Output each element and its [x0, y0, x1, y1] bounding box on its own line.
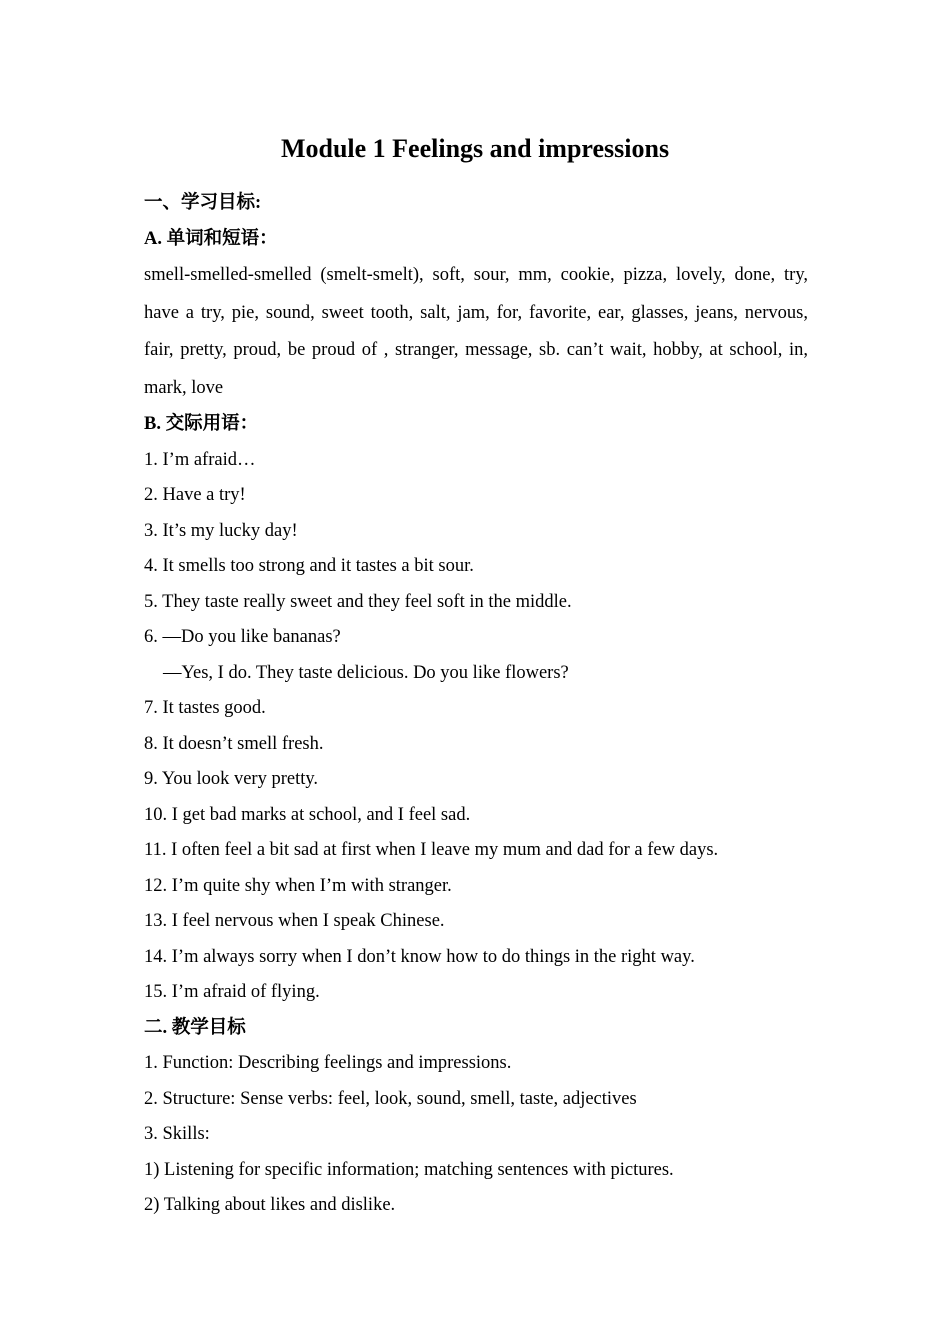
phrase-item: 13. I feel nervous when I speak Chinese.: [144, 911, 445, 931]
phrase-item: 12. I’m quite shy when I’m with stranger.: [144, 875, 452, 896]
vocab-heading: A. 单词和短语：: [144, 228, 278, 249]
objective-item: 1) Listening for specific information; matching sentences with pictures.: [144, 1159, 674, 1180]
objective-item: 1. Function: Describing feelings and impressions.: [144, 1053, 512, 1073]
phrase-item: 7. It tastes good.: [144, 698, 266, 718]
phrase-item: 5. They taste really sweet and they feel soft in the middle.: [144, 591, 572, 612]
phrase-item: 3. It’s my lucky day!: [144, 520, 298, 541]
phrase-item: 11. I often feel a bit sad at first when I leave my mum and dad for a few days.: [144, 840, 719, 860]
objective-item: 2. Structure: Sense verbs: feel, look, sound, smell, taste, adjectives: [144, 1088, 637, 1109]
phrase-item: 1. I’m afraid…: [144, 449, 256, 470]
phrase-item: 9. You look very pretty.: [144, 769, 319, 789]
phrase-item: 10. I get bad marks at school, and I feel sad.: [144, 804, 471, 825]
objective-item: 3. Skills:: [144, 1124, 210, 1144]
document-body: [144, 186, 808, 1224]
phrase-item: 4. It smells too strong and it tastes a bit sour.: [144, 556, 474, 576]
page-title: Module 1 Feelings and impressions: [280, 134, 670, 163]
phrase-item: 8. It doesn’t smell fresh.: [144, 733, 324, 754]
phrase-item: 6. —Do you like bananas?: [144, 627, 341, 647]
phrase-item: 2. Have a try!: [144, 485, 246, 505]
phrase-item-answer: —Yes, I do. They taste delicious. Do you like flowers?: [163, 662, 569, 683]
objective-item: 2) Talking about likes and dislike.: [144, 1195, 396, 1215]
section-2-heading: 二. 教学目标: [144, 1017, 246, 1038]
phrase-item: 14. I’m always sorry when I don’t know how to do things in the right way.: [144, 946, 695, 967]
vocab-paragraph: smell-smelled-smelled (smelt-smelt), soft, sour, mm, cookie, pizza, lovely, done, try, have a try, pie, sound, sweet tooth, salt, jam, for, favorite, ear, glasses, jeans, nervous, fair, pretty, proud, be proud of , stranger, message, sb. can’t wait, hobby, at school, in, mark, love: [144, 265, 808, 398]
phrases-heading: B. 交际用语：: [144, 414, 259, 434]
phrase-item: 15. I’m afraid of flying.: [144, 982, 320, 1002]
section-1-heading: 一、学习目标:: [144, 193, 262, 213]
